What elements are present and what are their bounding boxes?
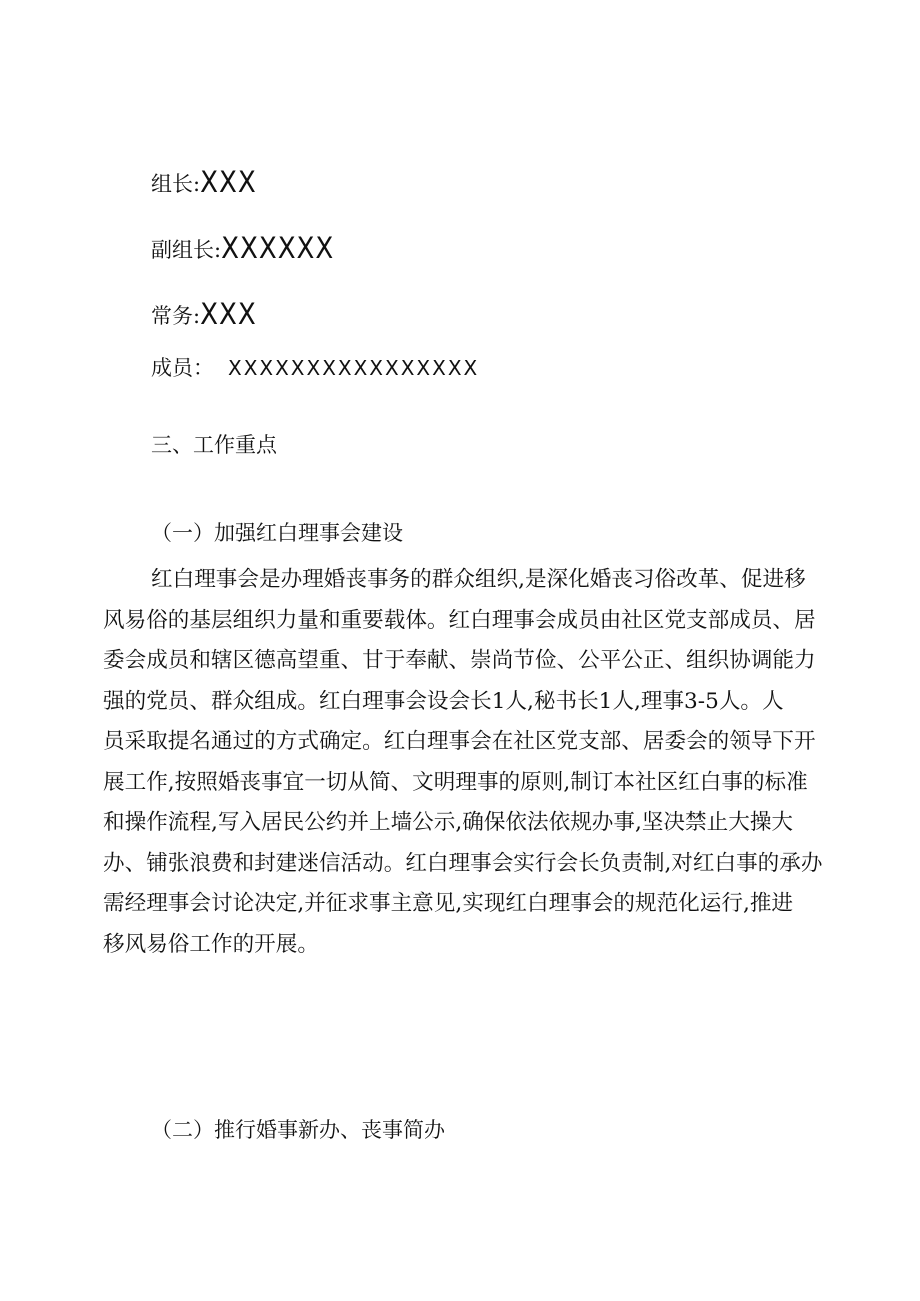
paragraph-line: 办、铺张浪费和封建迷信活动。红白理事会实行会长负责制,对红白事的承办 [103,850,823,876]
paragraph-line: 强的党员、群众组成。红白理事会设会长1人,秘书长1人,理事3-5人。人 [103,688,784,714]
paragraph-line: 员采取提名通过的方式确定。红白理事会在社区党支部、居委会的领导下开 [103,729,816,754]
roster-leader [151,166,257,199]
paragraph-line: 委会成员和辖区德高望重、甘于奉献、崇尚节俭、公平公正、组织协调能力 [103,648,816,673]
roster-deputy [151,232,334,265]
paragraph-line: 和操作流程,写入居民公约并上墙公示,确保依法依规办事,坚决禁止大操大 [103,810,794,835]
paragraph-line: 风易俗的基层组织力量和重要载体。红白理事会成员由社区党支部成员、居 [103,607,816,633]
standing-value: XXX [200,297,257,331]
section-three-title: 三、工作重点 [151,433,277,457]
subsection-one-title: （一）加强红白理事会建设 [151,521,403,545]
roster-members [151,353,479,383]
members-label: 成员： [151,356,214,380]
subsection-two-title: （二）推行婚事新办、丧事简办 [151,1118,445,1142]
subsection-one-paragraph [103,560,823,965]
deputy-label: 副组长: [151,238,222,262]
standing-label: 常务: [151,304,201,328]
leader-value: XXX [200,165,257,199]
paragraph-line: 需经理事会讨论决定,并征求事主意见,实现红白理事会的规范化运行,推进 [103,891,794,916]
paragraph-line: 展工作,按照婚丧事宜一切从简、文明理事的原则,制订本社区红白事的标准 [103,769,808,795]
roster-standing [151,298,257,331]
paragraph-line: 移风易俗工作的开展。 [103,931,319,957]
leader-label: 组长: [151,172,201,196]
deputy-value: XXXXXX [221,231,335,265]
members-value: XXXXXXXXXXXXXXXX [228,356,480,380]
paragraph-line: 红白理事会是办理婚丧事务的群众组织,是深化婚丧习俗改革、促进移 [151,567,806,592]
